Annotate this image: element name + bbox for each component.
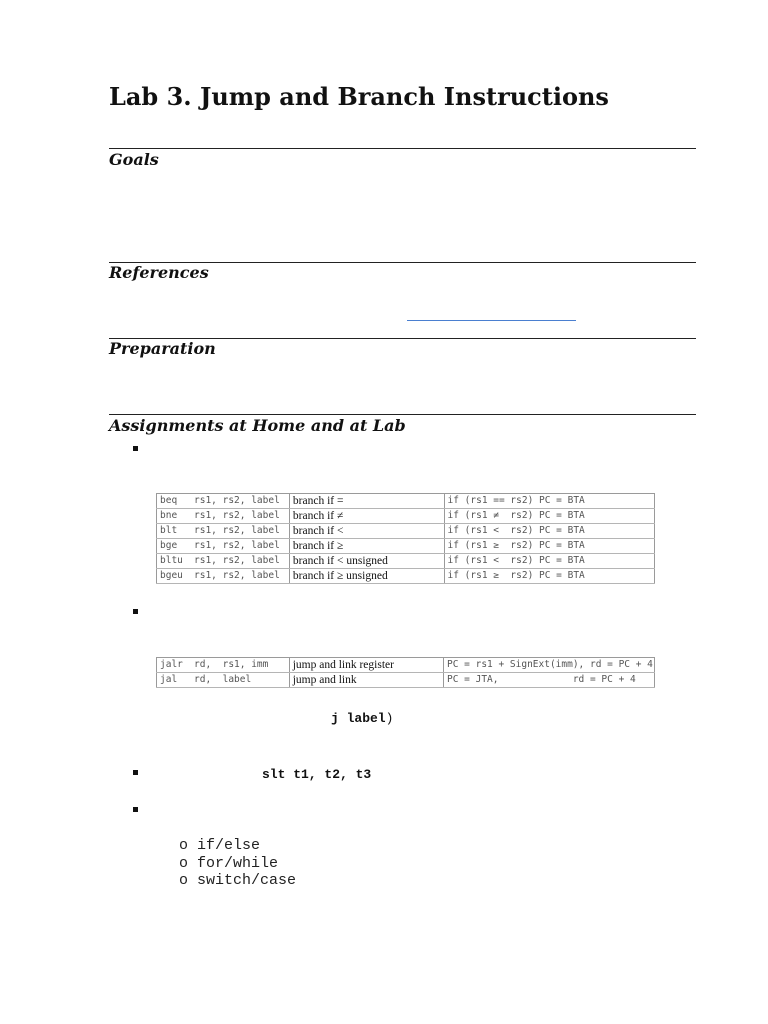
construct-list-item — [179, 872, 296, 890]
preparation-heading: Preparation — [109, 339, 216, 358]
construct-label: for/while — [197, 854, 279, 872]
instruction-semantics: if (rs1 ≠ rs2) PC = BTA — [444, 509, 655, 524]
section-divider — [109, 148, 696, 149]
branch-instruction-row — [157, 554, 655, 569]
j-label-snippet — [331, 711, 393, 726]
j-label-suffix: ) — [385, 711, 394, 726]
operands: rs1, rs2, label — [194, 510, 280, 521]
operands: rs1, rs2, label — [194, 495, 280, 506]
instruction-description: branch if ≥ — [289, 539, 444, 554]
instruction-description: branch if < unsigned — [289, 554, 444, 569]
circle-bullet-icon: o — [179, 854, 189, 872]
construct-label: if/else — [197, 837, 261, 854]
section-divider — [109, 414, 696, 415]
instruction-description: branch if = — [289, 494, 444, 509]
branch-instruction-row — [157, 524, 655, 539]
operands: rs1, rs2, label — [194, 555, 280, 566]
bullet-icon — [133, 446, 138, 451]
instruction-description: branch if < — [289, 524, 444, 539]
reference-link[interactable] — [407, 320, 576, 321]
jump-instruction-table — [156, 657, 655, 688]
instruction-semantics: PC = JTA, rd = PC + 4 — [444, 673, 655, 688]
instruction-semantics: if (rs1 ≥ rs2) PC = BTA — [444, 539, 655, 554]
construct-list-item — [179, 837, 296, 855]
bullet-icon — [133, 807, 138, 812]
instruction-syntax — [157, 539, 290, 554]
bullet-icon — [133, 609, 138, 614]
mnemonic: bltu — [160, 555, 183, 566]
instruction-description: branch if ≥ unsigned — [289, 569, 444, 584]
constructs-list — [179, 837, 296, 890]
instruction-semantics: PC = rs1 + SignExt(imm), rd = PC + 4 — [444, 658, 655, 673]
mnemonic: bne — [160, 510, 178, 521]
construct-label: switch/case — [197, 872, 297, 889]
instruction-description: branch if ≠ — [289, 509, 444, 524]
jump-instruction-row — [157, 658, 655, 673]
instruction-semantics: if (rs1 < rs2) PC = BTA — [444, 524, 655, 539]
branch-instruction-row — [157, 569, 655, 584]
page-title: Lab 3. Jump and Branch Instructions — [109, 82, 609, 111]
references-heading: References — [109, 263, 209, 282]
assignments-heading: Assignments at Home and at Lab — [109, 416, 406, 435]
mnemonic: jalr — [160, 659, 183, 670]
mnemonic: blt — [160, 525, 178, 536]
instruction-semantics: if (rs1 == rs2) PC = BTA — [444, 494, 655, 509]
instruction-syntax — [157, 509, 290, 524]
slt-snippet: slt t1, t2, t3 — [262, 767, 372, 782]
branch-instruction-row — [157, 494, 655, 509]
branch-instruction-table — [156, 493, 655, 584]
branch-instruction-row — [157, 509, 655, 524]
instruction-description: jump and link — [289, 673, 443, 688]
circle-bullet-icon: o — [179, 837, 189, 854]
instruction-syntax — [157, 494, 290, 509]
jump-instruction-row — [157, 673, 655, 688]
instruction-syntax — [157, 658, 290, 673]
instruction-syntax — [157, 554, 290, 569]
operands: rs1, rs2, label — [194, 525, 280, 536]
mnemonic: bge — [160, 540, 178, 551]
bullet-icon — [133, 770, 138, 775]
goals-heading: Goals — [109, 150, 159, 169]
instruction-syntax — [157, 569, 290, 584]
construct-list-item — [179, 855, 296, 873]
operands: rd, label — [194, 674, 252, 685]
mnemonic: bgeu — [160, 570, 183, 581]
branch-instruction-row — [157, 539, 655, 554]
instruction-description: jump and link register — [289, 658, 443, 673]
mnemonic: beq — [160, 495, 178, 506]
circle-bullet-icon: o — [179, 872, 189, 889]
instruction-semantics: if (rs1 < rs2) PC = BTA — [444, 554, 655, 569]
j-label-code: j label — [331, 711, 386, 726]
mnemonic: jal — [160, 674, 178, 685]
operands: rs1, rs2, label — [194, 570, 280, 581]
instruction-semantics: if (rs1 ≥ rs2) PC = BTA — [444, 569, 655, 584]
operands: rd, rs1, imm — [194, 659, 269, 670]
operands: rs1, rs2, label — [194, 540, 280, 551]
instruction-syntax — [157, 524, 290, 539]
instruction-syntax — [157, 673, 290, 688]
